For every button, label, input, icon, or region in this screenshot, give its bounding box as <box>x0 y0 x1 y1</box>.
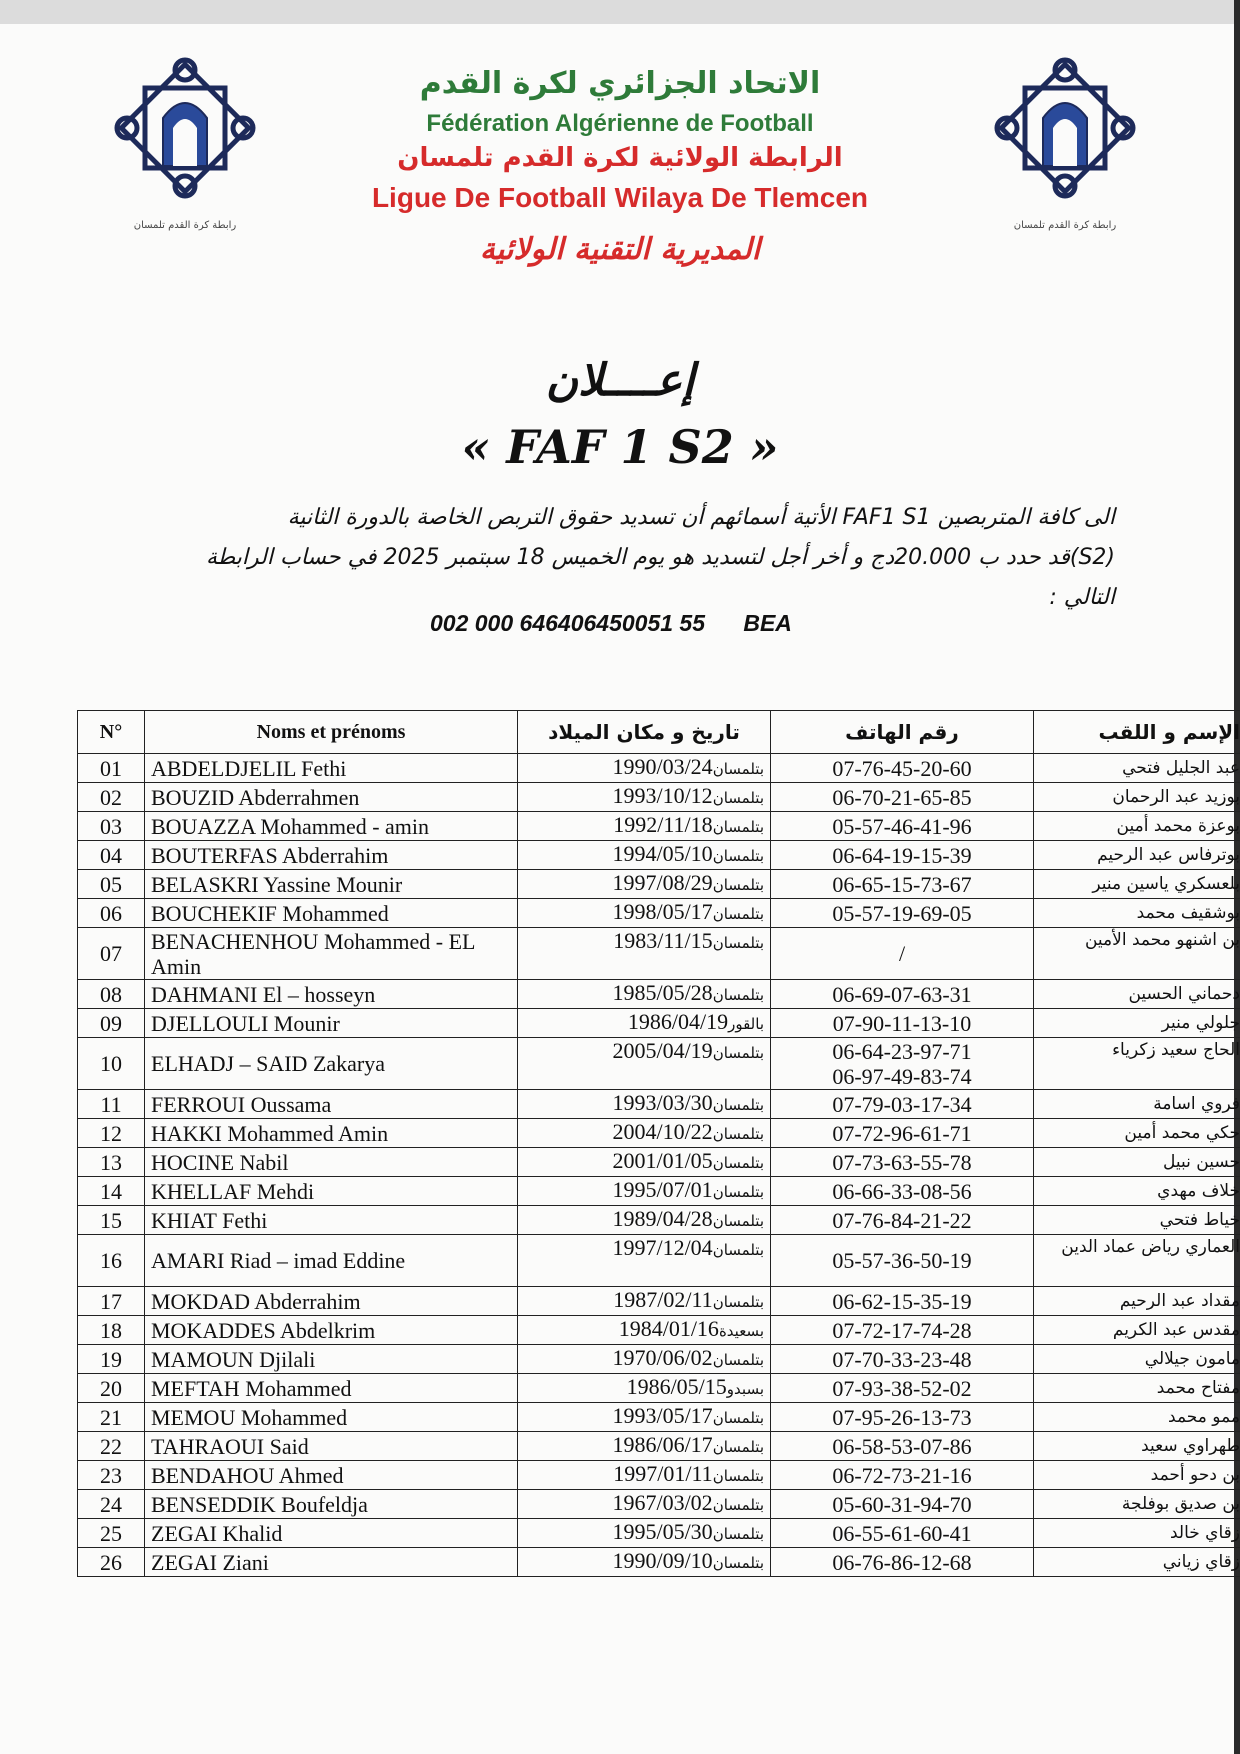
row-phone-number: 06-62-15-35-19 <box>832 1288 972 1314</box>
table-row <box>78 1374 1240 1403</box>
announcement-title: إعــــلان <box>545 355 695 406</box>
row-phone <box>771 928 1034 980</box>
row-birth-info <box>518 1316 771 1345</box>
row-birth-info <box>518 928 771 980</box>
row-birth-info <box>518 870 771 899</box>
federation-name-ar: الاتحاد الجزائري لكرة القدم <box>419 66 821 101</box>
row-phone <box>771 1345 1034 1374</box>
row-phone-number: 06-70-21-65-85 <box>832 784 972 810</box>
row-birth-date: 1997/12/04 <box>612 1235 713 1260</box>
row-birth-place: بتلمسان <box>712 986 764 1004</box>
row-birth-info <box>518 841 771 870</box>
row-birth-place: بتلمسان <box>712 760 764 778</box>
row-birth-info <box>518 1177 771 1206</box>
row-number: 04 <box>78 841 145 870</box>
table-row <box>78 1287 1240 1316</box>
row-name: DAHMANI El – hosseyn <box>145 980 518 1009</box>
row-birth-date: 1986/04/19 <box>627 1009 729 1034</box>
row-phone-number: / <box>898 941 906 966</box>
row-phone <box>771 783 1034 812</box>
table-row <box>78 1119 1240 1148</box>
row-name: MOKADDES Abdelkrim <box>145 1316 518 1345</box>
league-name-ar: الرابطة الولائية لكرة القدم تلمسان <box>397 143 843 173</box>
row-name: BENDAHOU Ahmed <box>145 1461 518 1490</box>
row-number: 20 <box>78 1374 145 1403</box>
row-birth-date: 1997/01/11 <box>613 1461 713 1486</box>
row-birth-date: 1983/11/15 <box>613 928 713 953</box>
table-row <box>78 1345 1240 1374</box>
row-birth-date: 1985/05/28 <box>612 980 713 1005</box>
row-phone <box>771 1316 1034 1345</box>
row-phone-number: 06-65-15-73-67 <box>832 871 972 897</box>
row-birth-date: 1992/11/18 <box>613 812 713 837</box>
row-phone <box>771 754 1034 783</box>
row-birth-date: 1986/05/15 <box>626 1374 727 1399</box>
table-row <box>78 754 1240 783</box>
row-phone-number: 05-60-31-94-70 <box>832 1491 972 1517</box>
row-phone-number: 07-73-63-55-78 <box>832 1149 972 1175</box>
row-name-ar: بلعسكري ياسين منير <box>1034 870 1240 899</box>
trainee-table <box>77 710 1240 1577</box>
row-name: ZEGAI Ziani <box>145 1548 518 1577</box>
row-birth-date: 2004/10/22 <box>612 1119 713 1144</box>
header-name-ar: الإسم و اللقب <box>1034 711 1240 754</box>
header-name: Noms et prénoms <box>145 711 518 754</box>
row-number: 24 <box>78 1490 145 1519</box>
row-phone <box>771 1374 1034 1403</box>
row-number: 03 <box>78 812 145 841</box>
logo-caption-left: رابطة كرة القدم تلمسان <box>133 220 237 231</box>
row-birth-info <box>518 1090 771 1119</box>
row-phone-number: 07-72-17-74-28 <box>832 1317 972 1343</box>
header-dob: تاريخ و مكان الميلاد <box>518 711 771 754</box>
row-birth-place: بتلمسان <box>712 1409 764 1427</box>
row-phone <box>771 1009 1034 1038</box>
header-no: N° <box>78 711 145 754</box>
table-row <box>78 1461 1240 1490</box>
row-phone <box>771 1403 1034 1432</box>
row-phone-number: 07-72-96-61-71 <box>832 1120 972 1146</box>
row-number: 01 <box>78 754 145 783</box>
row-birth-place: بتلمسان <box>712 789 764 807</box>
row-name: BENACHENHOU Mohammed - EL Amin <box>145 928 518 980</box>
row-number: 16 <box>78 1235 145 1287</box>
row-name-ar: مامون جيلالي <box>1034 1345 1240 1374</box>
row-birth-place: بالقور <box>728 1015 764 1033</box>
row-birth-place: بسبدو <box>726 1380 764 1398</box>
row-name-ar: مقداد عبد الرحيم <box>1034 1287 1240 1316</box>
row-phone <box>771 1119 1034 1148</box>
row-birth-date: 2001/01/05 <box>612 1148 713 1173</box>
row-name: MOKDAD Abderrahim <box>145 1287 518 1316</box>
row-number: 09 <box>78 1009 145 1038</box>
row-phone-number-2: 06-97-49-83-74 <box>832 1063 972 1089</box>
row-name: MEFTAH Mohammed <box>145 1374 518 1403</box>
row-number: 26 <box>78 1548 145 1577</box>
row-name-ar: جلولي منير <box>1034 1009 1240 1038</box>
row-name-ar: مقدس عبد الكريم <box>1034 1316 1240 1345</box>
row-birth-date: 1986/06/17 <box>612 1432 713 1457</box>
row-name: ABDELDJELIL Fethi <box>145 754 518 783</box>
row-name: BOUZID Abderrahmen <box>145 783 518 812</box>
row-phone <box>771 1461 1034 1490</box>
row-birth-info <box>518 1206 771 1235</box>
row-phone-number: 06-72-73-21-16 <box>832 1462 972 1488</box>
row-birth-date: 1993/03/30 <box>612 1090 713 1115</box>
row-birth-place: بتلمسان <box>712 934 764 952</box>
table-row <box>78 1519 1240 1548</box>
row-number: 22 <box>78 1432 145 1461</box>
table-row <box>78 1177 1240 1206</box>
row-birth-place: بتلمسان <box>712 876 764 894</box>
table-header-row <box>78 711 1240 754</box>
row-birth-place: بتلمسان <box>712 847 764 865</box>
row-birth-date: 1989/04/28 <box>612 1206 713 1231</box>
row-name-ar: طهراوي سعيد <box>1034 1432 1240 1461</box>
row-birth-info <box>518 1374 771 1403</box>
row-birth-date: 1994/05/10 <box>612 841 713 866</box>
row-name: DJELLOULI Mounir <box>145 1009 518 1038</box>
row-name: BOUAZZA Mohammed - amin <box>145 812 518 841</box>
row-phone <box>771 870 1034 899</box>
row-phone-number: 07-93-38-52-02 <box>832 1375 972 1401</box>
row-name-ar: بوعزة محمد أمين <box>1034 812 1240 841</box>
row-number: 19 <box>78 1345 145 1374</box>
row-name-ar: العماري رياض عماد الدين <box>1034 1235 1240 1287</box>
row-birth-place: بسعيدة <box>718 1322 764 1340</box>
row-phone-number: 06-58-53-07-86 <box>832 1433 972 1459</box>
row-birth-date: 1998/05/17 <box>612 899 713 924</box>
row-birth-info <box>518 980 771 1009</box>
row-phone-number: 05-57-19-69-05 <box>832 900 972 926</box>
row-phone <box>771 1038 1034 1090</box>
row-birth-place: بتلمسان <box>712 1125 764 1143</box>
row-birth-info <box>518 1235 771 1287</box>
row-name-ar: الحاج سعيد زكرياء <box>1034 1038 1240 1090</box>
row-number: 23 <box>78 1461 145 1490</box>
table-row <box>78 1206 1240 1235</box>
row-phone <box>771 1287 1034 1316</box>
row-birth-info <box>518 1148 771 1177</box>
row-name-ar: ممو محمد <box>1034 1403 1240 1432</box>
row-phone-number: 06-66-33-08-56 <box>832 1178 972 1204</box>
bank-account: 002 000 646406450051 55 BEA <box>430 610 792 636</box>
row-birth-info <box>518 1009 771 1038</box>
row-name: BENSEDDIK Boufeldja <box>145 1490 518 1519</box>
row-birth-info <box>518 1119 771 1148</box>
row-phone-number: 07-95-26-13-73 <box>832 1404 972 1430</box>
table-row <box>78 1090 1240 1119</box>
row-name-ar: حكي محمد أمين <box>1034 1119 1240 1148</box>
row-name-ar: خلاف مهدي <box>1034 1177 1240 1206</box>
table-row <box>78 870 1240 899</box>
notice-line-2: (S2)قد حدد ب 20.000دج و أخر أجل لتسديد هو يوم الخميس 18 سبتمبر 2025 في حساب الرابطة <box>205 545 1115 570</box>
row-number: 05 <box>78 870 145 899</box>
row-birth-place: بتلمسان <box>712 818 764 836</box>
row-phone-number: 07-79-03-17-34 <box>832 1091 972 1117</box>
course-title: « FAF 1 S2 » <box>461 420 779 474</box>
row-number: 02 <box>78 783 145 812</box>
notice-text <box>110 498 1115 618</box>
table-row <box>78 899 1240 928</box>
row-name: BOUTERFAS Abderrahim <box>145 841 518 870</box>
row-birth-place: بتلمسان <box>712 1154 764 1172</box>
row-name-ar: زقاي خالد <box>1034 1519 1240 1548</box>
row-birth-date: 1990/03/24 <box>612 754 713 779</box>
row-birth-info <box>518 1038 771 1090</box>
row-birth-place: بتلمسان <box>712 1293 764 1311</box>
table-row <box>78 1009 1240 1038</box>
table-row <box>78 1235 1240 1287</box>
row-phone <box>771 1177 1034 1206</box>
row-name: ZEGAI Khalid <box>145 1519 518 1548</box>
row-number: 18 <box>78 1316 145 1345</box>
directorate-name-ar: المديرية التقنية الولائية <box>479 232 761 267</box>
row-name-ar: خياط فتحي <box>1034 1206 1240 1235</box>
row-phone <box>771 1235 1034 1287</box>
row-birth-info <box>518 899 771 928</box>
table-row <box>78 1432 1240 1461</box>
row-number: 10 <box>78 1038 145 1090</box>
row-name: KHIAT Fethi <box>145 1206 518 1235</box>
row-birth-info <box>518 783 771 812</box>
row-phone <box>771 980 1034 1009</box>
row-name: KHELLAF Mehdi <box>145 1177 518 1206</box>
row-birth-info <box>518 1461 771 1490</box>
table-row <box>78 1148 1240 1177</box>
row-phone-number: 06-69-07-63-31 <box>832 981 972 1007</box>
row-phone-number: 05-57-46-41-96 <box>832 813 972 839</box>
table-body <box>78 754 1240 1577</box>
row-phone <box>771 812 1034 841</box>
notice-line-3: التالي : <box>1049 585 1115 610</box>
row-birth-date: 1997/08/29 <box>612 870 713 895</box>
row-birth-place: بتلمسان <box>712 1438 764 1456</box>
row-name: TAHRAOUI Said <box>145 1432 518 1461</box>
row-birth-info <box>518 1432 771 1461</box>
row-name-ar: بن اشنهو محمد الأمين <box>1034 928 1240 980</box>
row-phone-number: 06-64-19-15-39 <box>832 842 972 868</box>
row-number: 25 <box>78 1519 145 1548</box>
row-name-ar: عبد الجليل فتحي <box>1034 754 1240 783</box>
row-number: 13 <box>78 1148 145 1177</box>
logo-caption-right: رابطة كرة القدم تلمسان <box>1013 220 1117 231</box>
table-row <box>78 1403 1240 1432</box>
header-phone: رقم الهاتف <box>771 711 1034 754</box>
row-number: 17 <box>78 1287 145 1316</box>
row-phone-number: 06-64-23-97-71 <box>832 1038 972 1064</box>
row-birth-place: بتلمسان <box>712 1554 764 1572</box>
row-name: MEMOU Mohammed <box>145 1403 518 1432</box>
row-name: HOCINE Nabil <box>145 1148 518 1177</box>
row-phone <box>771 1548 1034 1577</box>
row-name-ar: زقاي زياني <box>1034 1548 1240 1577</box>
row-name-ar: دحماني الحسين <box>1034 980 1240 1009</box>
row-birth-place: بتلمسان <box>712 1525 764 1543</box>
row-birth-info <box>518 1519 771 1548</box>
row-phone-number: 06-76-86-12-68 <box>832 1549 972 1575</box>
row-birth-date: 1995/05/30 <box>612 1519 713 1544</box>
row-phone <box>771 1148 1034 1177</box>
row-birth-info <box>518 1345 771 1374</box>
table-row <box>78 980 1240 1009</box>
row-birth-date: 1967/03/02 <box>612 1490 713 1515</box>
row-birth-place: بتلمسان <box>712 1044 764 1062</box>
table-row <box>78 1316 1240 1345</box>
row-number: 06 <box>78 899 145 928</box>
row-phone-number: 06-55-61-60-41 <box>832 1520 972 1546</box>
row-number: 12 <box>78 1119 145 1148</box>
row-birth-place: بتلمسان <box>712 1241 764 1259</box>
row-birth-place: بتلمسان <box>712 1467 764 1485</box>
table-row <box>78 841 1240 870</box>
row-phone <box>771 1206 1034 1235</box>
row-name: ELHADJ – SAID Zakarya <box>145 1038 518 1090</box>
table-row <box>78 812 1240 841</box>
table-row <box>78 1548 1240 1577</box>
row-birth-info <box>518 1490 771 1519</box>
row-phone-number: 07-76-45-20-60 <box>832 755 972 781</box>
row-name-ar: بن صديق بوفلجة <box>1034 1490 1240 1519</box>
federation-name-fr: Fédération Algérienne de Football <box>426 110 814 137</box>
row-birth-date: 1990/09/10 <box>612 1548 713 1573</box>
row-name-ar: بوشقيف محمد <box>1034 899 1240 928</box>
table-row <box>78 1038 1240 1090</box>
row-name-ar: حسين نبيل <box>1034 1148 1240 1177</box>
row-number: 08 <box>78 980 145 1009</box>
row-phone <box>771 1432 1034 1461</box>
row-birth-date: 1984/01/16 <box>618 1316 719 1341</box>
row-birth-info <box>518 1287 771 1316</box>
row-name-ar: فروي اسامة <box>1034 1090 1240 1119</box>
row-number: 15 <box>78 1206 145 1235</box>
row-name-ar: مفتاح محمد <box>1034 1374 1240 1403</box>
row-phone <box>771 841 1034 870</box>
row-phone-number: 05-57-36-50-19 <box>832 1248 972 1273</box>
row-name: BOUCHEKIF Mohammed <box>145 899 518 928</box>
row-birth-place: بتلمسان <box>712 1496 764 1514</box>
row-number: 21 <box>78 1403 145 1432</box>
row-name: HAKKI Mohammed Amin <box>145 1119 518 1148</box>
row-birth-place: بتلمسان <box>712 1212 764 1230</box>
row-phone <box>771 899 1034 928</box>
table-row <box>78 783 1240 812</box>
row-birth-place: بتلمسان <box>712 1096 764 1114</box>
row-birth-info <box>518 812 771 841</box>
league-name-fr: Ligue De Football Wilaya De Tlemcen <box>371 182 869 213</box>
row-name: FERROUI Oussama <box>145 1090 518 1119</box>
notice-line-1: الى كافة المتربصين FAF1 S1 الأتية أسمائهم أن تسديد حقوق التربص الخاصة بالدورة الثانية <box>287 505 1115 530</box>
row-phone <box>771 1090 1034 1119</box>
row-birth-info <box>518 754 771 783</box>
row-birth-date: 1970/06/02 <box>612 1345 713 1370</box>
row-birth-place: بتلمسان <box>712 1351 764 1369</box>
row-name-ar: بوترفاس عبد الرحيم <box>1034 841 1240 870</box>
row-phone-number: 07-76-84-21-22 <box>832 1207 972 1233</box>
row-name-ar: بن دحو أحمد <box>1034 1461 1240 1490</box>
row-phone-number: 07-90-11-13-10 <box>832 1010 972 1036</box>
row-birth-date: 1995/07/01 <box>612 1177 713 1202</box>
row-phone <box>771 1519 1034 1548</box>
row-birth-date: 2005/04/19 <box>612 1038 713 1063</box>
row-birth-date: 1993/10/12 <box>612 783 713 808</box>
table-row <box>78 928 1240 980</box>
row-birth-place: بتلمسان <box>712 905 764 923</box>
row-name-ar: بوزيد عبد الرحمان <box>1034 783 1240 812</box>
row-number: 14 <box>78 1177 145 1206</box>
league-logo-right <box>985 48 1145 238</box>
row-phone-number: 07-70-33-23-48 <box>832 1346 972 1372</box>
row-name: BELASKRI Yassine Mounir <box>145 870 518 899</box>
row-birth-date: 1993/05/17 <box>612 1403 713 1428</box>
league-logo-left <box>105 48 265 238</box>
row-number: 07 <box>78 928 145 980</box>
row-birth-date: 1987/02/11 <box>613 1287 713 1312</box>
row-phone <box>771 1490 1034 1519</box>
row-birth-place: بتلمسان <box>712 1183 764 1201</box>
table-row <box>78 1490 1240 1519</box>
row-birth-info <box>518 1403 771 1432</box>
row-number: 11 <box>78 1090 145 1119</box>
row-birth-info <box>518 1548 771 1577</box>
row-name: MAMOUN Djilali <box>145 1345 518 1374</box>
row-name: AMARI Riad – imad Eddine <box>145 1235 518 1287</box>
